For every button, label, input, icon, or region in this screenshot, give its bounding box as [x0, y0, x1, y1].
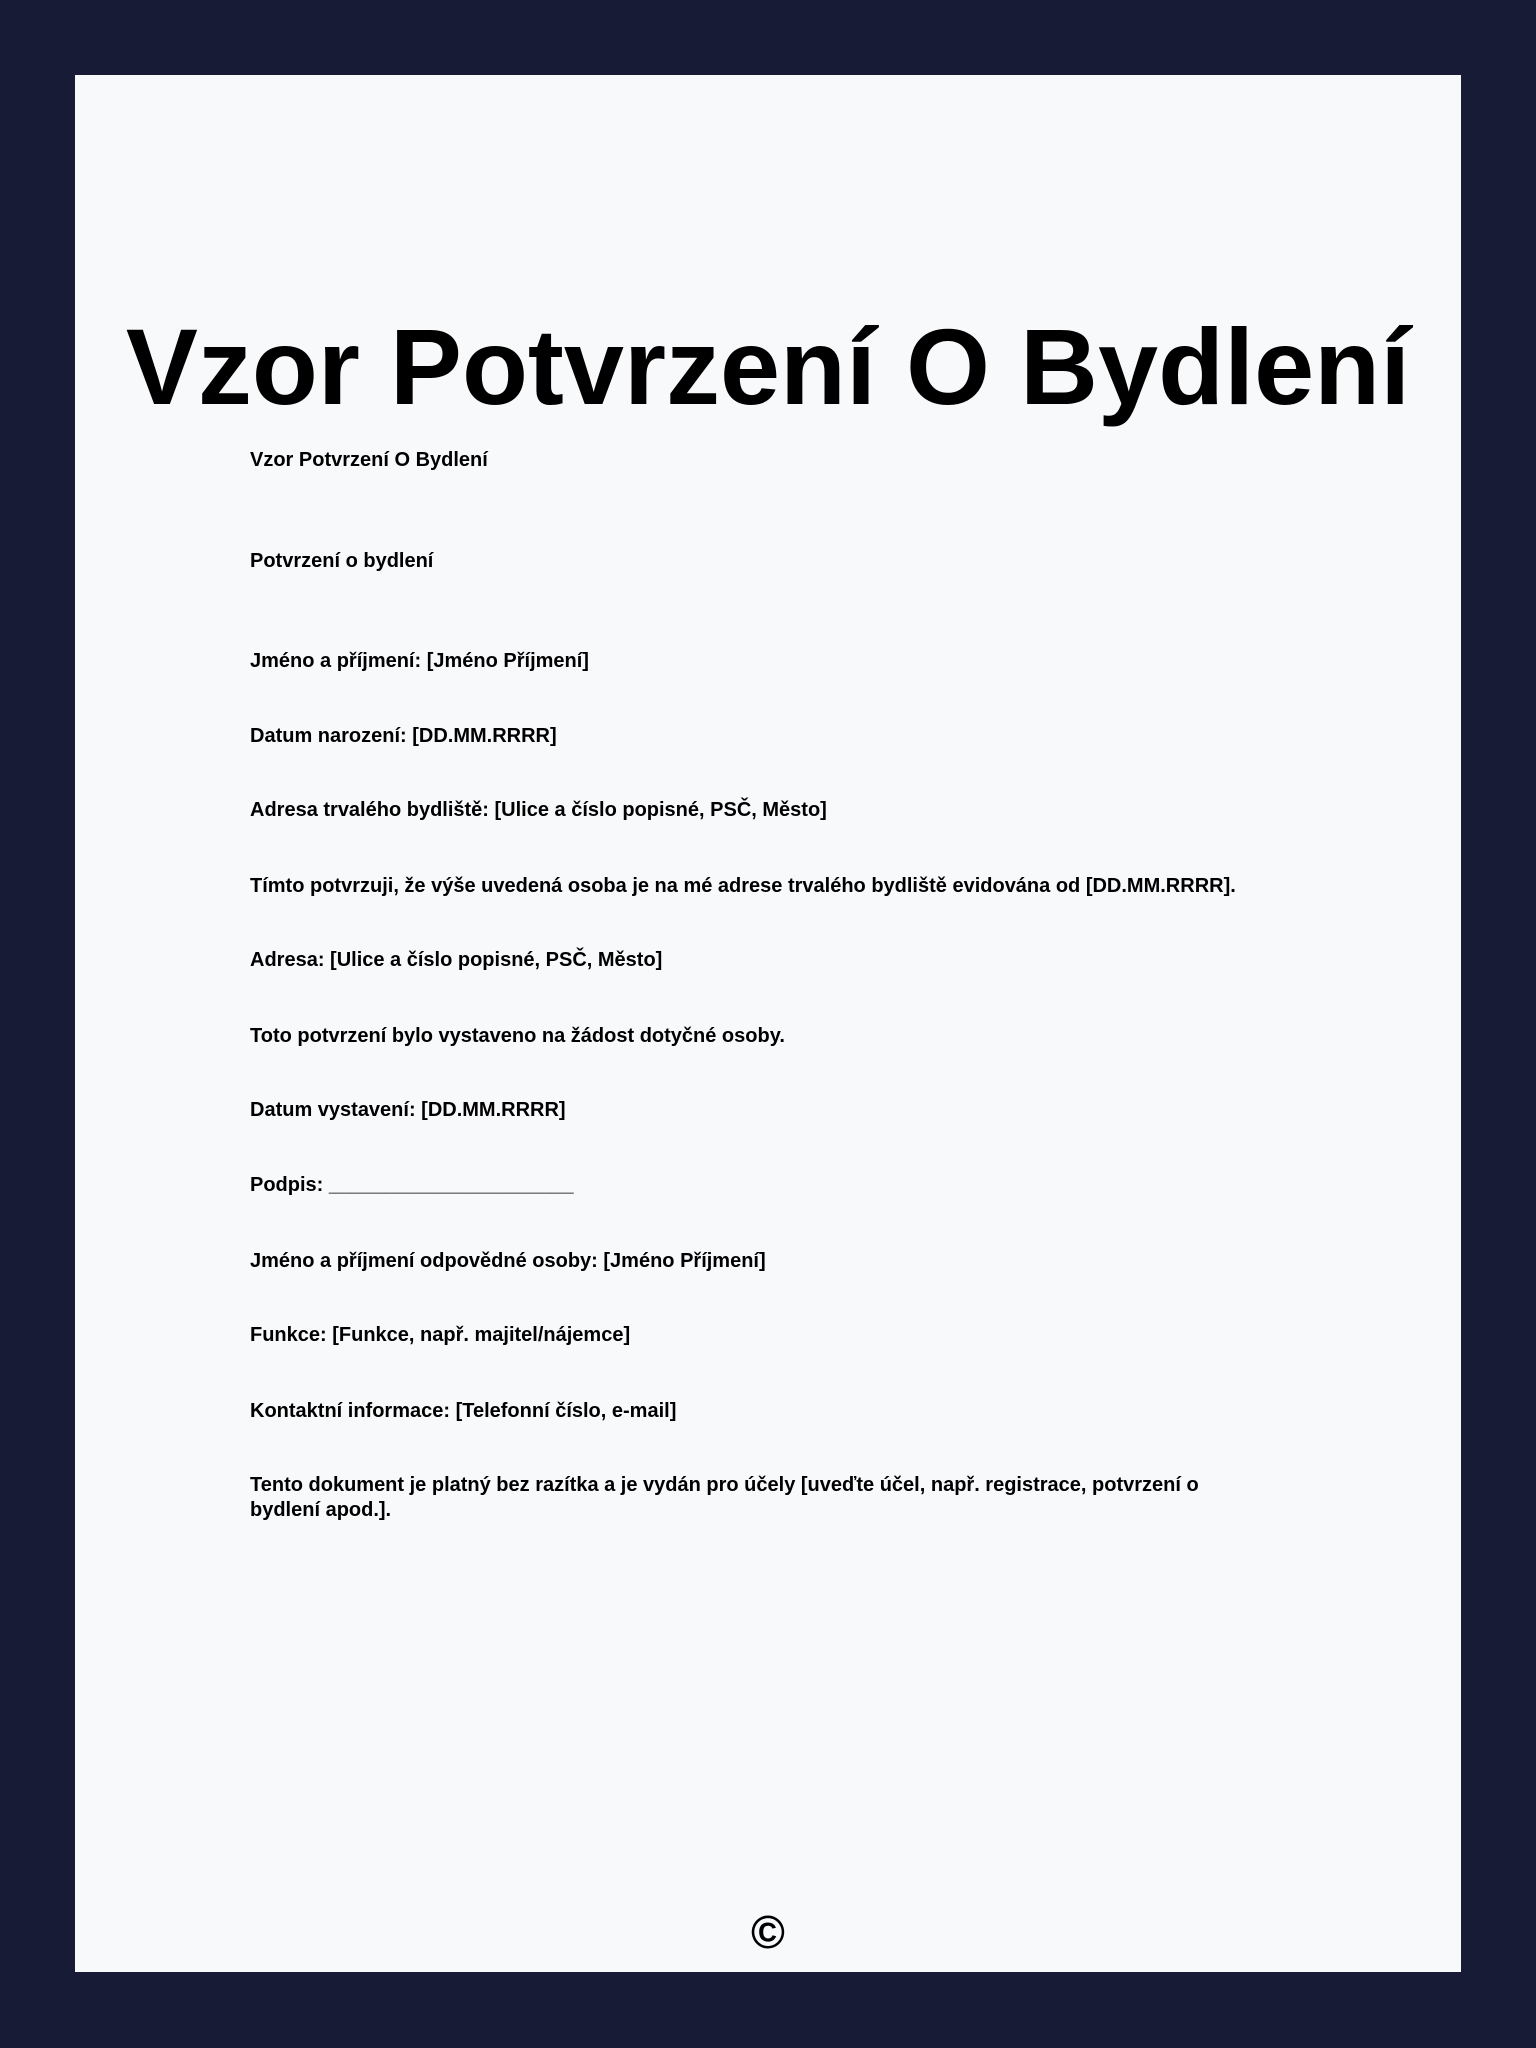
page-title: Vzor Potvrzení O Bydlení	[125, 306, 1411, 427]
field-issue-date: Datum vystavení: [DD.MM.RRRR]	[250, 1099, 566, 1121]
field-function: Funkce: [Funkce, např. majitel/nájemce]	[250, 1324, 631, 1346]
subtitle: Vzor Potvrzení O Bydlení	[250, 449, 488, 471]
document-page	[75, 75, 1461, 1972]
confirmation-statement: Tímto potvrzuji, že výše uvedená osoba je na mé adrese trvalého bydliště evidována od [DD.MM.RRRR].	[250, 875, 1236, 897]
field-contact: Kontaktní informace: [Telefonní číslo, e-mail]	[250, 1400, 677, 1422]
request-statement: Toto potvrzení bylo vystaveno na žádost dotyčné osoby.	[250, 1025, 785, 1047]
field-responsible-person: Jméno a příjmení odpovědné osoby: [Jméno Příjmení]	[250, 1250, 766, 1272]
field-birth-date: Datum narození: [DD.MM.RRRR]	[250, 725, 557, 747]
validity-statement: Tento dokument je platný bez razítka a je vydán pro účely [uveďte účel, např. registrace, potvrzení o bydlení apod.].	[250, 1474, 1199, 1521]
field-permanent-address: Adresa trvalého bydliště: [Ulice a číslo popisné, PSČ, Město]	[250, 799, 827, 821]
field-name: Jméno a příjmení: [Jméno Příjmení]	[250, 650, 589, 672]
section-heading: Potvrzení o bydlení	[250, 550, 434, 572]
field-address: Adresa: [Ulice a číslo popisné, PSČ, Město]	[250, 949, 663, 971]
copyright-icon: ©	[751, 1906, 785, 1958]
field-signature: Podpis: ______________________	[250, 1174, 574, 1196]
